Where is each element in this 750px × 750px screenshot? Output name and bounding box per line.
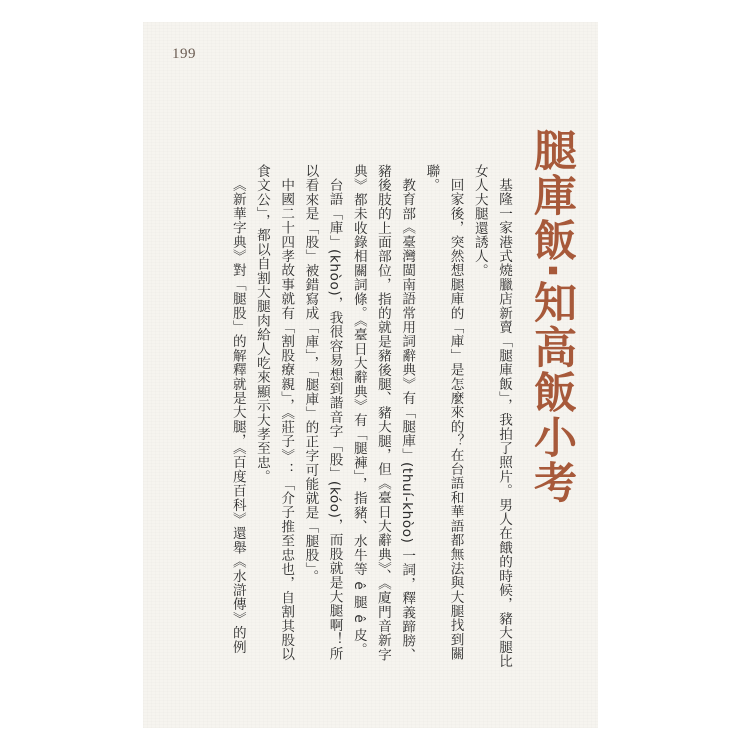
- paragraph-3: 教育部《臺灣閩南語常用詞辭典》有「腿庫」(thuí-khòo) 一詞，釋義蹄膀、豬後肢的上面部位，指的就是豬後腿、豬大腿，但《臺日大辭典》、《廈門音新字典》都未收錄相關詞條。《臺日大辭典》有「腿褲」，指豬、水牛等 ê 腿 ê 皮。: [350, 164, 416, 662]
- paragraph-6: 《新華字典》對「腿股」的解釋就是大腿，《百度百科》還舉《水滸傳》的例: [229, 177, 246, 654]
- article-body: [198, 164, 516, 672]
- paragraph-5: 中國二十四孝故事就有「割股療親」，《莊子》：「介子推至忠也，自割其股以食文公」，都以自割大腿肉給人吃來顯示大孝至忠。: [253, 164, 295, 661]
- paragraph-2: 回家後，突然想腿庫的「庫」是怎麼來的？在台語和華語都無法與大腿找到關聯。: [423, 164, 464, 661]
- paragraph-1: 基隆一家港式燒臘店新賣「腿庫飯」，我拍了照片。男人在餓的時候，豬大腿比女人大腿還誘人。: [471, 164, 512, 668]
- paragraph-4: 台語「庫」(khòo)，我很容易想到諧音字「股」(kóo)，而股就是大腿啊！所以看來是「股」被錯寫成「庫」，「腿庫」的正字可能就是「腿股」。: [302, 164, 343, 661]
- page-number: 199: [172, 46, 196, 62]
- article-title: 腿庫飯‧知高飯小考: [527, 128, 577, 505]
